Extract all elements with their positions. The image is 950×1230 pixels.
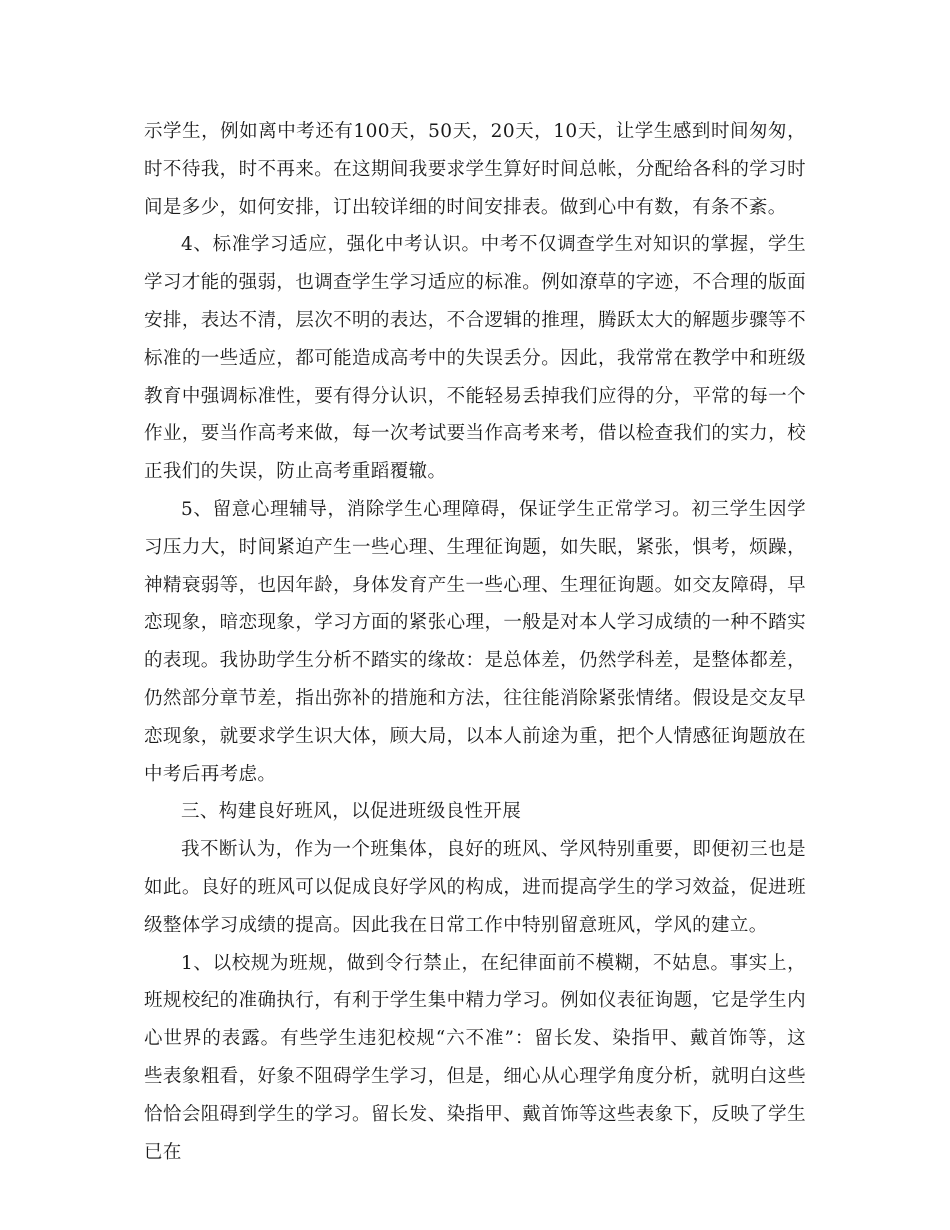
paragraph-item-5: 5、留意心理辅导，消除学生心理障碍，保证学生正常学习。初三学生因学习压力大，时间紧迫产生一些心理、生理征询题，如失眠，紧张，惧考，烦躁，神精衰弱等，也因年龄，身体发育产生一些心理、生理征询题。如交友障碍，早恋现象，暗恋现象，学习方面的紧张心理，一般是对本人学习成绩的一种不踏实的表现。我协助学生分析不踏实的缘故：是总体差，仍然学科差，是整体都差，仍然部分章节差，指出弥补的措施和方法，往往能消除紧张情绪。假设是交友早恋现象，就要求学生识大体，顾大局，以本人前途为重，把个人情感征询题放在中考后再考虑。	[144, 498, 806, 785]
section-heading-3: 三、构建良好班风，以促进班级良性开展	[181, 801, 522, 823]
paragraph-continuation: 示学生，例如离中考还有100天，50天，20天，10天，让学生感到时间匆匆，时不待我，时不再来。在这期间我要求学生算好时间总帐，分配给各科的学习时间是多少，如何安排，订出较详细的时间安排表。做到心中有数，有条不紊。	[144, 121, 806, 218]
document-body	[144, 113, 806, 1171]
paragraph-item-4: 4、标准学习适应，强化中考认识。中考不仅调查学生对知识的掌握，学生学习才能的强弱，也调查学生学习适应的标准。例如潦草的字迹，不合理的版面安排，表达不清，层次不明的表达，不合逻辑的推理，腾跃太大的解题步骤等不标准的一些适应，都可能造成高考中的失误丢分。因此，我常常在教学中和班级教育中强调标准性，要有得分认识，不能轻易丢掉我们应得的分，平常的每一个作业，要当作高考来做，每一次考试要当作高考来考，借以检查我们的实力，校正我们的失误，防止高考重蹈覆辙。	[144, 234, 806, 483]
paragraph-item-1: 1、以校规为班规，做到令行禁止，在纪律面前不模糊，不姑息。事实上，班规校纪的准确执行，有利于学生集中精力学习。例如仪表征询题，它是学生内心世界的表露。有些学生违犯校规“六不准”：留长发、染指甲、戴首饰等，这些表象粗看，好象不阻碍学生学习，但是，细心从心理学角度分析，就明白这些恰恰会阻碍到学生的学习。留长发、染指甲、戴首饰等这些表象下，反映了学生已在	[144, 952, 806, 1163]
paragraph-intro: 我不断认为，作为一个班集体，良好的班风、学风特别重要，即便初三也是如此。良好的班风可以促成良好学风的构成，进而提高学生的学习效益，促进班级整体学习成绩的提高。因此我在日常工作中特别留意班风，学风的建立。	[144, 839, 806, 936]
